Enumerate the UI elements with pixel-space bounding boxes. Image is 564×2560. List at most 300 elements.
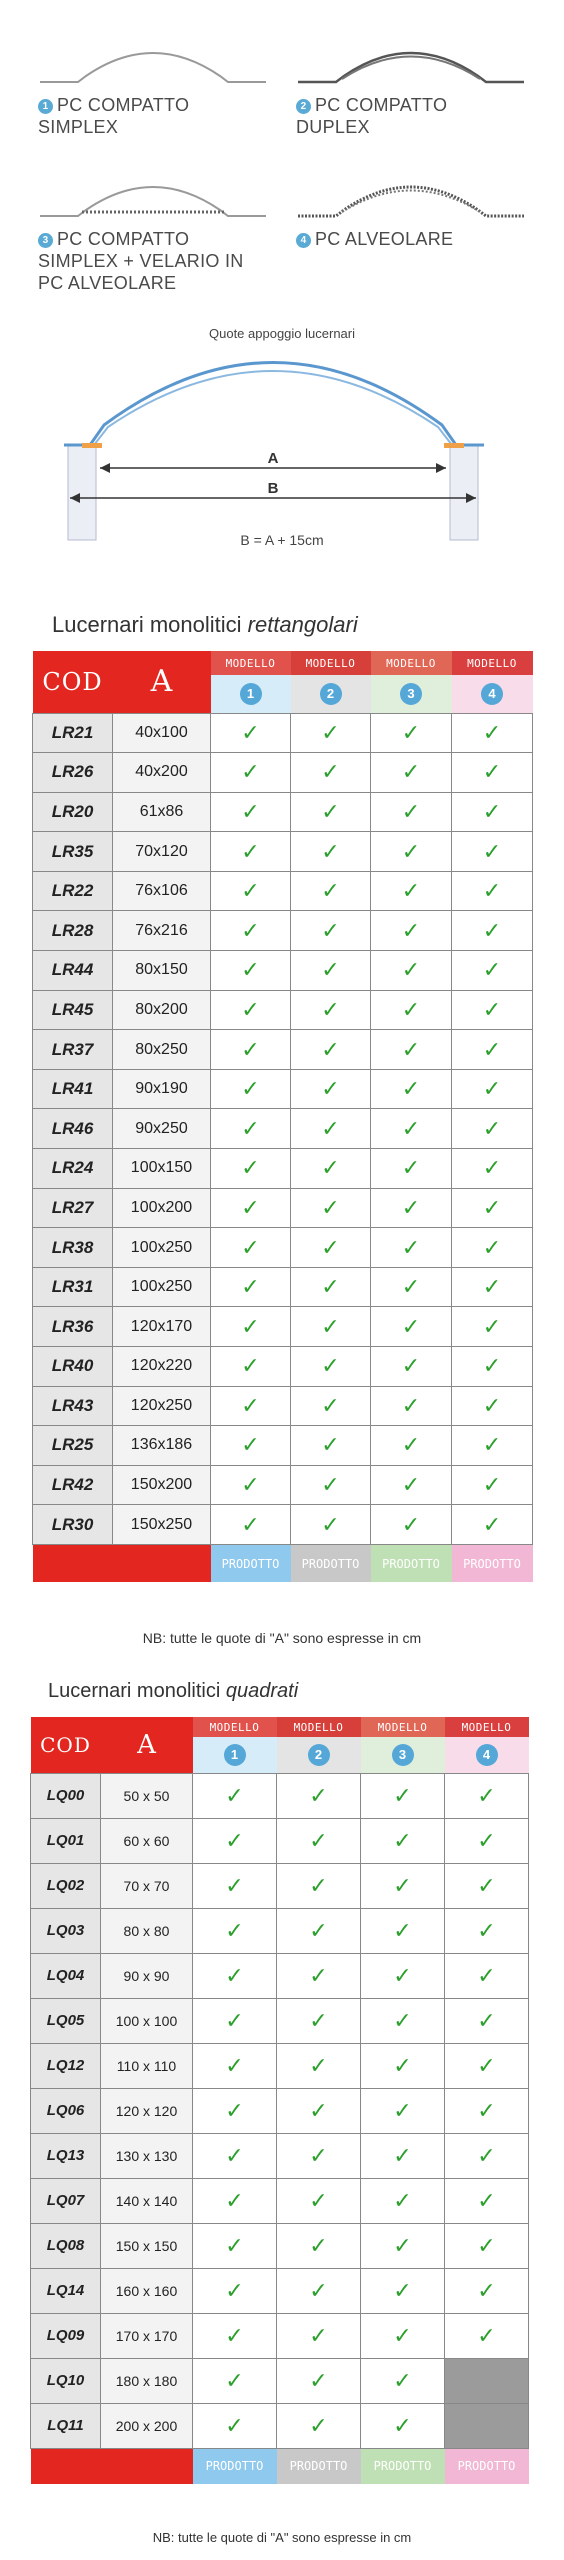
check-icon: ✓ <box>371 990 452 1030</box>
header-a: A <box>113 651 211 713</box>
rect-row <box>33 713 533 753</box>
check-icon: ✓ <box>452 1426 533 1466</box>
check-icon: ✓ <box>193 1953 277 1998</box>
check-icon: ✓ <box>361 2358 445 2403</box>
dimension-a: 80x150 <box>113 951 211 991</box>
check-icon: ✓ <box>452 1188 533 1228</box>
dimension-a: 180 x 180 <box>101 2358 193 2403</box>
footer-prodotto-3: PRODOTTO <box>371 1544 452 1582</box>
dimension-a: 76x216 <box>113 911 211 951</box>
check-icon: ✓ <box>371 753 452 793</box>
sq-header-cod: COD <box>31 1717 101 1773</box>
model-2-number-badge: 2 <box>296 99 311 114</box>
check-icon: ✓ <box>211 1149 291 1189</box>
rect-row <box>33 1149 533 1189</box>
dimension-a: 120x220 <box>113 1347 211 1387</box>
rect-row <box>33 1267 533 1307</box>
rect-row <box>33 871 533 911</box>
check-icon: ✓ <box>291 713 371 753</box>
check-icon: ✓ <box>361 1908 445 1953</box>
check-icon: ✓ <box>277 1818 361 1863</box>
check-icon: ✓ <box>291 1188 371 1228</box>
check-icon: ✓ <box>291 753 371 793</box>
rect-row <box>33 1069 533 1109</box>
dimension-a: 136x186 <box>113 1426 211 1466</box>
rect-row <box>33 1386 533 1426</box>
check-icon: ✓ <box>361 1998 445 2043</box>
check-icon: ✓ <box>452 1228 533 1268</box>
check-icon: ✓ <box>371 1069 452 1109</box>
check-icon: ✓ <box>291 1465 371 1505</box>
model-3-profile-icon <box>38 172 268 222</box>
product-code: LQ09 <box>31 2313 101 2358</box>
product-code: LR31 <box>33 1267 113 1307</box>
dimension-a: 140 x 140 <box>101 2178 193 2223</box>
check-icon: ✓ <box>445 1953 529 1998</box>
check-icon: ✓ <box>371 1228 452 1268</box>
diagram-title: Quote appoggio lucernari <box>209 326 355 341</box>
unavailable-cell <box>445 2358 529 2403</box>
sq-header-modello-1: MODELLO <box>193 1717 277 1737</box>
sq-header-a: A <box>101 1717 193 1773</box>
square-row <box>31 1863 529 1908</box>
rect-row <box>33 951 533 991</box>
check-icon: ✓ <box>193 1773 277 1818</box>
sq-model-3-badge: 3 <box>392 1744 414 1766</box>
rect-row <box>33 1188 533 1228</box>
dimension-a: 100x150 <box>113 1149 211 1189</box>
check-icon: ✓ <box>361 1773 445 1818</box>
check-icon: ✓ <box>193 1818 277 1863</box>
check-icon: ✓ <box>193 2043 277 2088</box>
dimension-a: 100x250 <box>113 1267 211 1307</box>
sq-footer-prodotto-3: PRODOTTO <box>361 2448 445 2484</box>
check-icon: ✓ <box>452 951 533 991</box>
product-code: LR37 <box>33 1030 113 1070</box>
product-code: LR30 <box>33 1505 113 1545</box>
rect-note: NB: tutte le quote di "A" sono espresse in cm <box>142 1630 422 1646</box>
sq-footer-prodotto-4: PRODOTTO <box>445 2448 529 2484</box>
check-icon: ✓ <box>371 911 452 951</box>
header-modello-1: MODELLO <box>211 651 291 675</box>
check-icon: ✓ <box>445 1908 529 1953</box>
product-code: LR26 <box>33 753 113 793</box>
sq-header-model-number-2 <box>277 1737 361 1773</box>
model-1 <box>38 38 268 138</box>
check-icon: ✓ <box>211 1347 291 1387</box>
square-row <box>31 2133 529 2178</box>
check-icon: ✓ <box>211 1188 291 1228</box>
square-row <box>31 2268 529 2313</box>
check-icon: ✓ <box>445 1773 529 1818</box>
header-model-number-2 <box>291 675 371 713</box>
dimension-a: 170 x 170 <box>101 2313 193 2358</box>
sq-footer-prodotto-1: PRODOTTO <box>193 2448 277 2484</box>
check-icon: ✓ <box>361 1953 445 1998</box>
check-icon: ✓ <box>361 2088 445 2133</box>
rect-row <box>33 753 533 793</box>
check-icon: ✓ <box>291 1069 371 1109</box>
check-icon: ✓ <box>291 951 371 991</box>
check-icon: ✓ <box>452 753 533 793</box>
product-code: LR40 <box>33 1347 113 1387</box>
dimension-a: 90x190 <box>113 1069 211 1109</box>
check-icon: ✓ <box>452 1307 533 1347</box>
check-icon: ✓ <box>361 1818 445 1863</box>
dimension-a: 80x250 <box>113 1030 211 1070</box>
check-icon: ✓ <box>291 1030 371 1070</box>
check-icon: ✓ <box>452 1149 533 1189</box>
check-icon: ✓ <box>291 1149 371 1189</box>
check-icon: ✓ <box>371 1109 452 1149</box>
product-code: LQ02 <box>31 1863 101 1908</box>
model-3-badge: 3 <box>400 683 422 705</box>
check-icon: ✓ <box>445 1818 529 1863</box>
model-4-profile-icon <box>296 172 526 222</box>
check-icon: ✓ <box>452 1505 533 1545</box>
check-icon: ✓ <box>277 2133 361 2178</box>
product-code: LR27 <box>33 1188 113 1228</box>
check-icon: ✓ <box>361 2043 445 2088</box>
check-icon: ✓ <box>211 713 291 753</box>
check-icon: ✓ <box>291 871 371 911</box>
check-icon: ✓ <box>211 1069 291 1109</box>
check-icon: ✓ <box>277 2043 361 2088</box>
left-support <box>68 445 96 540</box>
product-code: LQ10 <box>31 2358 101 2403</box>
product-code: LR21 <box>33 713 113 753</box>
check-icon: ✓ <box>277 1998 361 2043</box>
model-2-label: 2 PC COMPATTO DUPLEX <box>296 95 448 137</box>
dimension-a: 160 x 160 <box>101 2268 193 2313</box>
check-icon: ✓ <box>452 1465 533 1505</box>
check-icon: ✓ <box>361 2313 445 2358</box>
check-icon: ✓ <box>291 1386 371 1426</box>
check-icon: ✓ <box>371 1149 452 1189</box>
check-icon: ✓ <box>371 1505 452 1545</box>
product-code: LQ11 <box>31 2403 101 2448</box>
footer-red-block <box>33 1544 211 1582</box>
check-icon: ✓ <box>371 832 452 872</box>
product-code: LQ13 <box>31 2133 101 2178</box>
dimension-a: 100x200 <box>113 1188 211 1228</box>
check-icon: ✓ <box>371 792 452 832</box>
check-icon: ✓ <box>361 2178 445 2223</box>
check-icon: ✓ <box>371 1267 452 1307</box>
square-row <box>31 2403 529 2448</box>
dimension-a: 150x250 <box>113 1505 211 1545</box>
dimension-a: 90x250 <box>113 1109 211 1149</box>
check-icon: ✓ <box>211 1386 291 1426</box>
check-icon: ✓ <box>371 713 452 753</box>
check-icon: ✓ <box>193 1863 277 1908</box>
dimension-b-label: B <box>267 480 279 497</box>
model-4-number-badge: 4 <box>296 233 311 248</box>
check-icon: ✓ <box>361 2133 445 2178</box>
product-code: LR35 <box>33 832 113 872</box>
dimension-a: 130 x 130 <box>101 2133 193 2178</box>
check-icon: ✓ <box>452 911 533 951</box>
check-icon: ✓ <box>193 2268 277 2313</box>
check-icon: ✓ <box>193 1998 277 2043</box>
check-icon: ✓ <box>291 1307 371 1347</box>
rect-row <box>33 1505 533 1545</box>
model-3-label: 3 PC COMPATTO SIMPLEX + VELARIO IN PC ALVEOLARE <box>38 229 244 293</box>
square-row <box>31 2088 529 2133</box>
model-2-profile-icon <box>296 38 526 88</box>
product-code: LR43 <box>33 1386 113 1426</box>
check-icon: ✓ <box>193 2313 277 2358</box>
check-icon: ✓ <box>445 2133 529 2178</box>
check-icon: ✓ <box>452 713 533 753</box>
footer-prodotto-4: PRODOTTO <box>452 1544 533 1582</box>
check-icon: ✓ <box>193 2088 277 2133</box>
dimension-a: 90 x 90 <box>101 1953 193 1998</box>
check-icon: ✓ <box>211 753 291 793</box>
dimension-a: 50 x 50 <box>101 1773 193 1818</box>
check-icon: ✓ <box>452 792 533 832</box>
check-icon: ✓ <box>211 911 291 951</box>
check-icon: ✓ <box>277 2178 361 2223</box>
product-code: LR22 <box>33 871 113 911</box>
square-row <box>31 2223 529 2268</box>
check-icon: ✓ <box>445 1863 529 1908</box>
sq-header-modello-4: MODELLO <box>445 1717 529 1737</box>
square-table <box>30 1717 529 2484</box>
check-icon: ✓ <box>445 2043 529 2088</box>
check-icon: ✓ <box>291 792 371 832</box>
dimension-a: 40x100 <box>113 713 211 753</box>
header-modello-4: MODELLO <box>452 651 533 675</box>
dimension-a: 150x200 <box>113 1465 211 1505</box>
dimension-a: 110 x 110 <box>101 2043 193 2088</box>
check-icon: ✓ <box>193 2178 277 2223</box>
check-icon: ✓ <box>445 2223 529 2268</box>
dimension-a: 150 x 150 <box>101 2223 193 2268</box>
square-row <box>31 1773 529 1818</box>
check-icon: ✓ <box>211 1228 291 1268</box>
check-icon: ✓ <box>277 2223 361 2268</box>
check-icon: ✓ <box>193 1908 277 1953</box>
product-code: LQ00 <box>31 1773 101 1818</box>
product-code: LQ07 <box>31 2178 101 2223</box>
model-3-number-badge: 3 <box>38 233 53 248</box>
square-row <box>31 2043 529 2088</box>
product-code: LQ06 <box>31 2088 101 2133</box>
sq-footer-prodotto-2: PRODOTTO <box>277 2448 361 2484</box>
product-code: LR28 <box>33 911 113 951</box>
square-row <box>31 1818 529 1863</box>
dimension-a: 70x120 <box>113 832 211 872</box>
check-icon: ✓ <box>291 911 371 951</box>
sq-header-model-number-4 <box>445 1737 529 1773</box>
square-row <box>31 2178 529 2223</box>
product-code: LR38 <box>33 1228 113 1268</box>
square-row <box>31 1908 529 1953</box>
check-icon: ✓ <box>193 2358 277 2403</box>
check-icon: ✓ <box>361 2403 445 2448</box>
dome-outer <box>64 363 484 446</box>
check-icon: ✓ <box>291 990 371 1030</box>
check-icon: ✓ <box>371 871 452 911</box>
check-icon: ✓ <box>211 832 291 872</box>
check-icon: ✓ <box>277 2268 361 2313</box>
product-code: LQ01 <box>31 1818 101 1863</box>
header-cod: COD <box>33 651 113 713</box>
product-code: LR45 <box>33 990 113 1030</box>
dimension-a: 80 x 80 <box>101 1908 193 1953</box>
square-note: NB: tutte le quote di "A" sono espresse in cm <box>152 2530 412 2545</box>
product-code: LQ12 <box>31 2043 101 2088</box>
model-2-badge: 2 <box>320 683 342 705</box>
square-row <box>31 2313 529 2358</box>
header-model-number-4 <box>452 675 533 713</box>
sq-header-modello-3: MODELLO <box>361 1717 445 1737</box>
model-4 <box>296 172 526 250</box>
dimension-a: 120x170 <box>113 1307 211 1347</box>
check-icon: ✓ <box>193 2223 277 2268</box>
check-icon: ✓ <box>211 1109 291 1149</box>
sq-model-2-badge: 2 <box>308 1744 330 1766</box>
model-4-badge: 4 <box>481 683 503 705</box>
dimension-formula: B = A + 15cm <box>240 532 324 548</box>
check-icon: ✓ <box>371 1030 452 1070</box>
check-icon: ✓ <box>291 1505 371 1545</box>
sq-model-1-badge: 1 <box>224 1744 246 1766</box>
model-4-label: 4 PC ALVEOLARE <box>296 228 526 250</box>
model-1-profile-icon <box>38 38 268 88</box>
product-code: LR42 <box>33 1465 113 1505</box>
check-icon: ✓ <box>445 2268 529 2313</box>
check-icon: ✓ <box>361 2223 445 2268</box>
check-icon: ✓ <box>211 792 291 832</box>
dimension-a: 61x86 <box>113 792 211 832</box>
sq-footer-red-block <box>31 2448 193 2484</box>
square-row <box>31 2358 529 2403</box>
check-icon: ✓ <box>445 1998 529 2043</box>
check-icon: ✓ <box>211 871 291 911</box>
rect-row <box>33 1228 533 1268</box>
check-icon: ✓ <box>211 951 291 991</box>
check-icon: ✓ <box>277 1908 361 1953</box>
check-icon: ✓ <box>371 1386 452 1426</box>
check-icon: ✓ <box>291 1109 371 1149</box>
check-icon: ✓ <box>452 1347 533 1387</box>
check-icon: ✓ <box>211 1030 291 1070</box>
rect-table <box>32 651 533 1582</box>
right-support <box>450 445 478 540</box>
rect-row <box>33 1465 533 1505</box>
unavailable-cell <box>445 2403 529 2448</box>
square-row <box>31 1953 529 1998</box>
rect-row <box>33 1109 533 1149</box>
product-code: LQ04 <box>31 1953 101 1998</box>
check-icon: ✓ <box>361 2268 445 2313</box>
check-icon: ✓ <box>452 990 533 1030</box>
rect-row <box>33 990 533 1030</box>
check-icon: ✓ <box>291 1347 371 1387</box>
check-icon: ✓ <box>193 2133 277 2178</box>
rect-section-title: Lucernari monolitici rettangolari <box>52 612 358 637</box>
dimension-a-label: A <box>267 450 279 467</box>
dome-inner <box>94 371 452 445</box>
check-icon: ✓ <box>371 1426 452 1466</box>
footer-prodotto-2: PRODOTTO <box>291 1544 371 1582</box>
product-code: LQ14 <box>31 2268 101 2313</box>
check-icon: ✓ <box>277 2403 361 2448</box>
header-model-number-1 <box>211 675 291 713</box>
product-code: LR36 <box>33 1307 113 1347</box>
check-icon: ✓ <box>291 1228 371 1268</box>
square-row <box>31 1998 529 2043</box>
check-icon: ✓ <box>452 1386 533 1426</box>
check-icon: ✓ <box>452 1069 533 1109</box>
sq-model-4-badge: 4 <box>476 1744 498 1766</box>
check-icon: ✓ <box>445 2178 529 2223</box>
rect-row <box>33 1030 533 1070</box>
sq-header-modello-2: MODELLO <box>277 1717 361 1737</box>
product-code: LR25 <box>33 1426 113 1466</box>
dimension-a: 40x200 <box>113 753 211 793</box>
check-icon: ✓ <box>361 1863 445 1908</box>
product-code: LR24 <box>33 1149 113 1189</box>
check-icon: ✓ <box>277 2313 361 2358</box>
dimension-a: 80x200 <box>113 990 211 1030</box>
model-1-label: 1 PC COMPATTO SIMPLEX <box>38 95 190 137</box>
check-icon: ✓ <box>371 1465 452 1505</box>
header-modello-3: MODELLO <box>371 651 452 675</box>
check-icon: ✓ <box>277 2358 361 2403</box>
dimension-a: 60 x 60 <box>101 1818 193 1863</box>
header-model-number-3 <box>371 675 452 713</box>
check-icon: ✓ <box>211 1505 291 1545</box>
dimension-a: 100x250 <box>113 1228 211 1268</box>
sq-header-model-number-1 <box>193 1737 277 1773</box>
square-section-title: Lucernari monolitici quadrati <box>48 1680 299 1702</box>
header-modello-2: MODELLO <box>291 651 371 675</box>
check-icon: ✓ <box>211 1426 291 1466</box>
rect-row <box>33 832 533 872</box>
check-icon: ✓ <box>277 2088 361 2133</box>
rect-row <box>33 792 533 832</box>
check-icon: ✓ <box>291 1426 371 1466</box>
support-diagram <box>60 345 490 545</box>
check-icon: ✓ <box>211 1267 291 1307</box>
check-icon: ✓ <box>445 2313 529 2358</box>
product-code: LR41 <box>33 1069 113 1109</box>
dimension-a: 100 x 100 <box>101 1998 193 2043</box>
sq-header-model-number-3 <box>361 1737 445 1773</box>
check-icon: ✓ <box>371 1307 452 1347</box>
model-3 <box>38 172 268 294</box>
check-icon: ✓ <box>452 871 533 911</box>
model-1-badge: 1 <box>240 683 262 705</box>
dimension-a: 70 x 70 <box>101 1863 193 1908</box>
check-icon: ✓ <box>452 832 533 872</box>
check-icon: ✓ <box>371 951 452 991</box>
footer-prodotto-1: PRODOTTO <box>211 1544 291 1582</box>
check-icon: ✓ <box>291 1267 371 1307</box>
model-2 <box>296 38 526 138</box>
check-icon: ✓ <box>445 2088 529 2133</box>
check-icon: ✓ <box>452 1267 533 1307</box>
check-icon: ✓ <box>277 1863 361 1908</box>
rect-row <box>33 911 533 951</box>
dimension-a: 120 x 120 <box>101 2088 193 2133</box>
product-code: LQ05 <box>31 1998 101 2043</box>
product-code: LR20 <box>33 792 113 832</box>
model-1-number-badge: 1 <box>38 99 53 114</box>
